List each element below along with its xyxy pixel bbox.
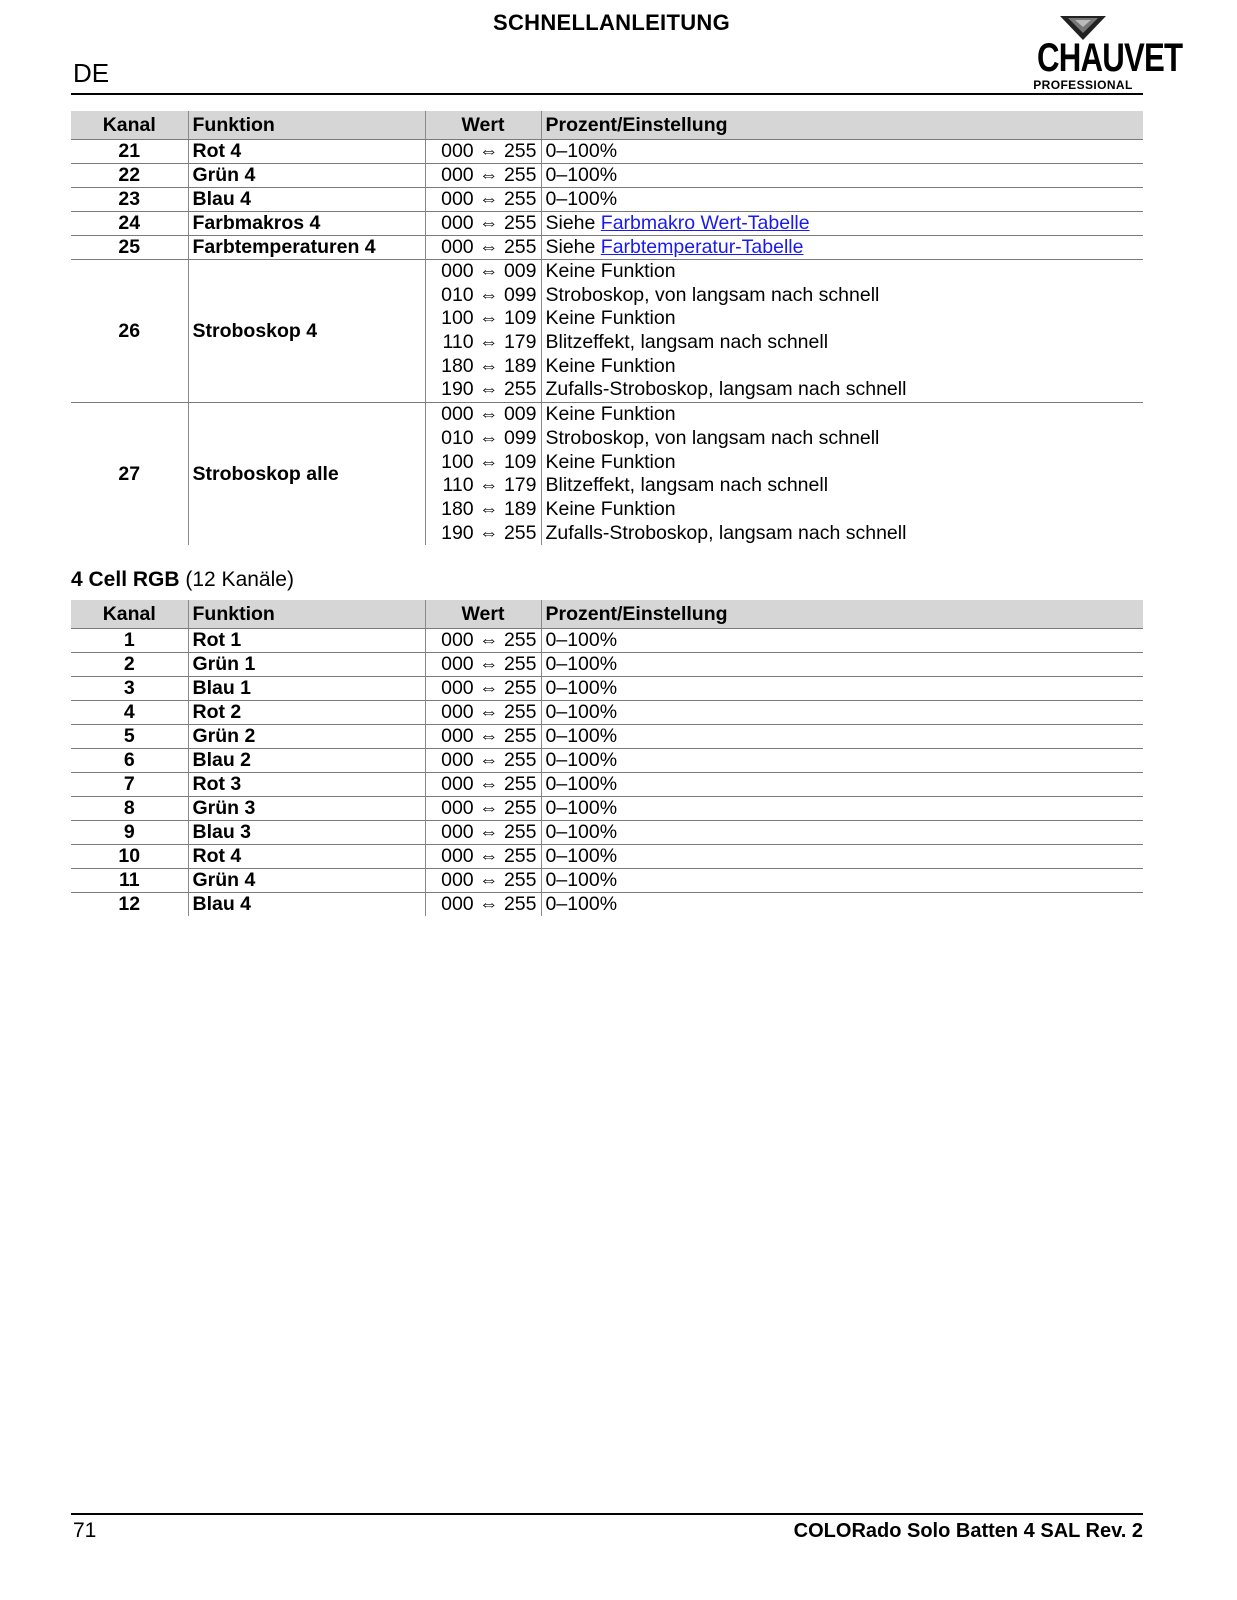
setting-cell-list xyxy=(541,260,1143,403)
table-row xyxy=(71,773,1143,797)
function-cell: Blau 4 xyxy=(188,188,425,212)
value-range: 000 ⇔ 009 xyxy=(441,403,537,426)
channel-cell: 26 xyxy=(71,260,188,403)
setting-text: Blitzeffekt, langsam nach schnell xyxy=(545,331,829,354)
table-header-row xyxy=(71,600,1143,629)
setting-cell xyxy=(541,236,1143,260)
page-title: SCHNELLANLEITUNG xyxy=(492,10,730,35)
setting-cell: 0–100% xyxy=(541,869,1143,893)
chauvet-logo xyxy=(1024,16,1183,92)
value-range: 190 ⇔ 255 xyxy=(441,378,537,401)
setting-cell: 0–100% xyxy=(541,629,1143,653)
value-range: 100 ⇔ 109 xyxy=(441,307,537,330)
function-cell: Rot 3 xyxy=(188,773,425,797)
col-header-funktion: Funktion xyxy=(188,111,425,140)
setting-text: Zufalls-Stroboskop, langsam nach schnell xyxy=(545,378,907,401)
channel-cell: 8 xyxy=(71,797,188,821)
function-cell: Grün 4 xyxy=(188,869,425,893)
value-cell: 000 ⇔ 255 xyxy=(425,212,541,236)
value-cell: 000 ⇔ 255 xyxy=(425,629,541,653)
setting-cell xyxy=(541,212,1143,236)
setting-text: Keine Funktion xyxy=(545,260,676,282)
value-cell: 000 ⇔ 255 xyxy=(425,140,541,164)
function-cell: Rot 4 xyxy=(188,140,425,164)
value-range: 190 ⇔ 255 xyxy=(441,521,537,544)
function-cell: Farbmakros 4 xyxy=(188,212,425,236)
setting-cell: 0–100% xyxy=(541,773,1143,797)
setting-cell: 0–100% xyxy=(541,188,1143,212)
setting-text: Keine Funktion xyxy=(545,307,676,330)
value-range: 100 ⇔ 109 xyxy=(441,450,537,473)
value-cell: 000 ⇔ 255 xyxy=(425,164,541,188)
table-row xyxy=(71,797,1143,821)
channel-cell: 3 xyxy=(71,677,188,701)
table-row-strobe xyxy=(71,260,1143,403)
setting-prefix: Siehe xyxy=(545,236,601,258)
channel-cell: 25 xyxy=(71,236,188,260)
table-row xyxy=(71,629,1143,653)
value-cell: 000 ⇔ 255 xyxy=(425,725,541,749)
value-cell-list xyxy=(425,403,541,546)
value-cell-list xyxy=(425,260,541,403)
function-cell: Grün 2 xyxy=(188,725,425,749)
page-number: 71 xyxy=(73,1519,97,1542)
table-row xyxy=(71,236,1143,260)
value-range: 010 ⇔ 099 xyxy=(441,426,537,449)
table-row xyxy=(71,701,1143,725)
function-cell: Stroboskop 4 xyxy=(188,260,425,403)
channel-cell: 10 xyxy=(71,845,188,869)
value-range: 010 ⇔ 099 xyxy=(441,283,537,306)
section-name: 4 Cell RGB xyxy=(71,568,180,591)
value-cell: 000 ⇔ 255 xyxy=(425,821,541,845)
header-rule xyxy=(71,93,1143,95)
function-cell: Farbtemperaturen 4 xyxy=(188,236,425,260)
value-cell: 000 ⇔ 255 xyxy=(425,236,541,260)
channel-cell: 24 xyxy=(71,212,188,236)
value-cell: 000 ⇔ 255 xyxy=(425,677,541,701)
value-cell: 000 ⇔ 255 xyxy=(425,701,541,725)
channel-cell: 23 xyxy=(71,188,188,212)
table-row xyxy=(71,821,1143,845)
language-code: DE xyxy=(73,58,110,88)
channel-cell: 21 xyxy=(71,140,188,164)
channel-cell: 1 xyxy=(71,629,188,653)
channel-cell: 7 xyxy=(71,773,188,797)
value-cell: 000 ⇔ 255 xyxy=(425,653,541,677)
value-range: 000 ⇔ 009 xyxy=(441,260,537,282)
setting-cell: 0–100% xyxy=(541,821,1143,845)
function-cell: Blau 2 xyxy=(188,749,425,773)
function-cell: Grün 4 xyxy=(188,164,425,188)
channel-cell: 9 xyxy=(71,821,188,845)
setting-text: Zufalls-Stroboskop, langsam nach schnell xyxy=(545,521,907,544)
col-header-prozent: Prozent/Einstellung xyxy=(541,600,1143,629)
col-header-kanal: Kanal xyxy=(71,111,188,140)
setting-cell: 0–100% xyxy=(541,653,1143,677)
col-header-wert: Wert xyxy=(425,600,541,629)
footer-rule xyxy=(71,1513,1143,1515)
setting-cell: 0–100% xyxy=(541,725,1143,749)
logo-brand: CHAUVET xyxy=(1036,36,1183,80)
value-cell: 000 ⇔ 255 xyxy=(425,893,541,917)
value-range: 180 ⇔ 189 xyxy=(441,354,537,377)
setting-cell: 0–100% xyxy=(541,749,1143,773)
function-cell: Grün 1 xyxy=(188,653,425,677)
logo-sub: PROFESSIONAL xyxy=(1033,78,1133,92)
function-cell: Grün 3 xyxy=(188,797,425,821)
setting-text: Keine Funktion xyxy=(545,354,676,377)
setting-cell: 0–100% xyxy=(541,845,1143,869)
setting-cell: 0–100% xyxy=(541,677,1143,701)
col-header-wert: Wert xyxy=(425,111,541,140)
table-row xyxy=(71,140,1143,164)
table-row xyxy=(71,164,1143,188)
function-cell: Rot 4 xyxy=(188,845,425,869)
table-row xyxy=(71,212,1143,236)
setting-cell-list xyxy=(541,403,1143,546)
value-cell: 000 ⇔ 255 xyxy=(425,845,541,869)
table-row xyxy=(71,869,1143,893)
color-temperature-table-link[interactable]: Farbtemperatur-Tabelle xyxy=(600,236,804,258)
function-cell: Blau 1 xyxy=(188,677,425,701)
value-cell: 000 ⇔ 255 xyxy=(425,749,541,773)
value-cell: 000 ⇔ 255 xyxy=(425,773,541,797)
table-header-row xyxy=(71,111,1143,140)
value-range: 110 ⇔ 179 xyxy=(442,331,537,354)
channel-cell: 22 xyxy=(71,164,188,188)
channel-cell: 2 xyxy=(71,653,188,677)
dmx-table-part xyxy=(71,111,1143,545)
table-row xyxy=(71,845,1143,869)
color-macro-table-link[interactable]: Farbmakro Wert-Tabelle xyxy=(600,212,810,234)
setting-cell: 0–100% xyxy=(541,164,1143,188)
setting-cell: 0–100% xyxy=(541,701,1143,725)
table-row xyxy=(71,893,1143,917)
value-cell: 000 ⇔ 255 xyxy=(425,188,541,212)
setting-cell: 0–100% xyxy=(541,797,1143,821)
channel-cell: 6 xyxy=(71,749,188,773)
table-row xyxy=(71,725,1143,749)
table-row xyxy=(71,749,1143,773)
document-title: COLORado Solo Batten 4 SAL Rev. 2 xyxy=(793,1520,1143,1542)
value-range: 180 ⇔ 189 xyxy=(441,497,537,520)
table-row-strobe xyxy=(71,403,1143,546)
section-heading xyxy=(71,568,294,592)
dmx-table-4-cell-rgb xyxy=(71,600,1143,916)
section-channel-count: (12 Kanäle) xyxy=(185,568,294,591)
value-range: 110 ⇔ 179 xyxy=(442,474,537,497)
col-header-funktion: Funktion xyxy=(188,600,425,629)
value-cell: 000 ⇔ 255 xyxy=(425,797,541,821)
function-cell: Stroboskop alle xyxy=(188,403,425,546)
channel-cell: 12 xyxy=(118,893,141,915)
setting-text: Stroboskop, von langsam nach schnell xyxy=(545,283,880,306)
function-cell: Rot 1 xyxy=(188,629,425,653)
setting-prefix: Siehe xyxy=(545,212,601,234)
function-cell: Blau 4 xyxy=(188,893,425,917)
table-row xyxy=(71,677,1143,701)
col-header-prozent: Prozent/Einstellung xyxy=(541,111,1143,140)
value-cell: 000 ⇔ 255 xyxy=(425,869,541,893)
setting-text: Stroboskop, von langsam nach schnell xyxy=(545,426,880,449)
table-row xyxy=(71,188,1143,212)
setting-text: Keine Funktion xyxy=(545,403,676,426)
channel-cell: 5 xyxy=(71,725,188,749)
channel-cell: 27 xyxy=(118,462,141,485)
setting-text: Blitzeffekt, langsam nach schnell xyxy=(545,474,829,497)
setting-text: Keine Funktion xyxy=(545,497,676,520)
channel-cell: 11 xyxy=(71,869,188,893)
function-cell: Blau 3 xyxy=(188,821,425,845)
setting-cell: 0–100% xyxy=(541,893,1143,917)
col-header-kanal: Kanal xyxy=(71,600,188,629)
setting-cell: 0–100% xyxy=(541,140,1143,164)
setting-text: Keine Funktion xyxy=(545,450,676,473)
table-row xyxy=(71,653,1143,677)
function-cell: Rot 2 xyxy=(188,701,425,725)
channel-cell: 4 xyxy=(71,701,188,725)
